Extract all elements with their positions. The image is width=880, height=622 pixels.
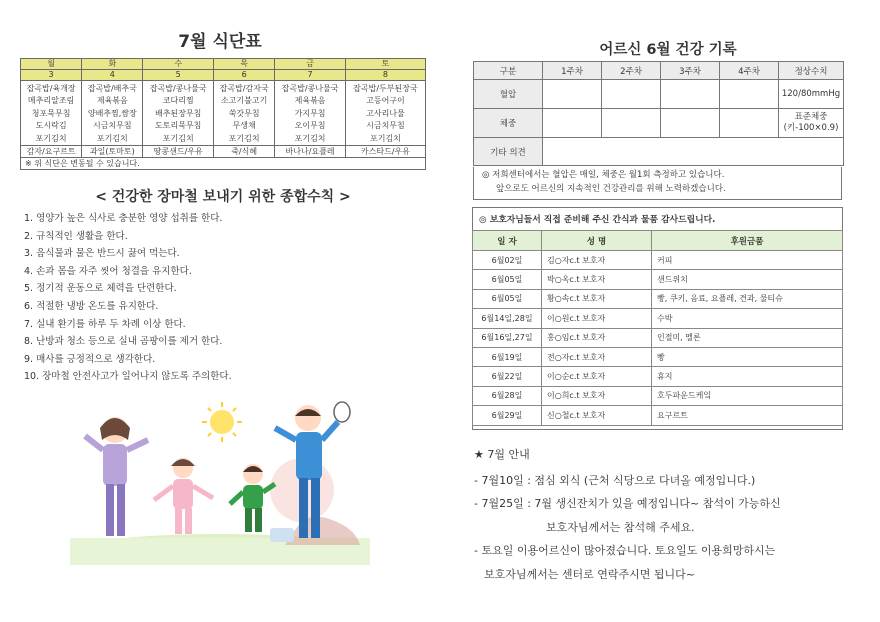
health-row-label: 체중 [474, 109, 543, 138]
gift-header: 일 자 [473, 231, 542, 251]
health-header: 구분 [474, 62, 543, 80]
rule-item: 7. 실내 환기를 하루 두 차례 이상 한다. [24, 318, 186, 330]
gift-date: 6월22일 [473, 367, 542, 386]
gift-row [473, 289, 843, 308]
health-cell [720, 109, 779, 138]
menu-item: 제육볶음 [294, 96, 326, 106]
health-header: 1주차 [543, 62, 602, 80]
menu-item: 메추리알조림 [27, 96, 75, 106]
health-normal-formula: (키-100×0.9) [783, 123, 839, 133]
rule-item: 5. 정기적 운동으로 체력을 단련한다. [24, 283, 177, 295]
menu-item: 포기김치 [35, 133, 67, 143]
july-line: 보호자님께서는 참석해 주세요. [546, 520, 695, 534]
gift-item: 빵 [652, 347, 843, 366]
health-note [473, 167, 842, 200]
gift-item: 커피 [652, 251, 843, 270]
rule-item: 3. 음식물과 물은 반드시 끓여 먹는다. [24, 248, 180, 260]
health-normal: 120/80mmHg [779, 80, 844, 109]
gift-title: ◎ 보호자님들서 직접 준비해 주신 간식과 물품 감사드립니다. [479, 215, 716, 225]
menu-day: 월 [21, 59, 82, 70]
health-normal-label: 표준체중 [794, 112, 828, 122]
menu-day: 목 [214, 59, 275, 70]
menu-item: 무생채 [232, 121, 256, 131]
health-cell [661, 80, 720, 109]
gift-row [473, 386, 843, 405]
health-normal [779, 109, 844, 138]
health-opinion-cell [543, 138, 844, 166]
menu-item: 오이무침 [294, 121, 326, 131]
rule-item: 2. 규칙적인 생활을 한다. [24, 230, 128, 242]
menu-date: 6 [214, 70, 275, 81]
gift-row [473, 328, 843, 347]
menu-snack: 땅콩샌드/우유 [143, 146, 214, 158]
menu-item: 포기김치 [228, 133, 260, 143]
gift-row [473, 309, 843, 328]
health-cell [602, 109, 661, 138]
gift-row [473, 367, 843, 386]
gift-header: 성 명 [542, 231, 652, 251]
racket-icon [334, 402, 350, 422]
boy-figure [230, 464, 275, 532]
menu-snack: 죽/식혜 [214, 146, 275, 158]
july-line: - 7월25일 : 7월 생신잔치가 있을 예정입니다~ 참석이 가능하신 [474, 497, 781, 511]
july-notice [474, 469, 781, 586]
menu-item: 제육볶음 [96, 96, 128, 106]
gift-name: 홍○임c.t 보호자 [542, 328, 652, 347]
menu-item: 포기김치 [96, 133, 128, 143]
menu-item: 시금치무침 [366, 121, 405, 131]
health-row-label: 기타 의견 [474, 138, 543, 166]
menu-date: 5 [143, 70, 214, 81]
rules-title: < 건강한 장마철 보내기 위한 종합수칙 > [95, 189, 351, 205]
menu-day: 화 [82, 59, 143, 70]
health-row-bp [474, 80, 844, 109]
gift-name: 박○옥c.t 보호자 [542, 270, 652, 289]
girl-figure [154, 458, 213, 534]
menu-day-items [21, 81, 82, 146]
menu-item: 잡곡밥/배추국 [87, 84, 137, 93]
gift-item: 요구르트 [652, 406, 843, 425]
menu-item: 잡곡밥/두부된장국 [353, 84, 418, 93]
mother-figure [85, 417, 148, 536]
menu-date: 7 [275, 70, 346, 81]
health-cell [602, 80, 661, 109]
menu-day-items [275, 81, 346, 146]
gift-item: 휴지 [652, 367, 843, 386]
menu-item: 가지무침 [294, 108, 326, 118]
rule-item: 10. 장마철 안전사고가 일어나지 않도록 주의한다. [24, 371, 232, 383]
menu-item: 도토리묵무침 [155, 121, 202, 131]
health-header: 정상수치 [779, 62, 844, 80]
menu-snack: 감자/요구르트 [21, 146, 82, 158]
rule-item: 6. 적절한 냉방 온도를 유지한다. [24, 300, 159, 312]
gift-name: 전○자c.t 보호자 [542, 347, 652, 366]
menu-item: 고등어구이 [366, 96, 405, 106]
gift-date: 6월05일 [473, 289, 542, 308]
menu-item: 포기김치 [162, 133, 194, 143]
menu-day: 수 [143, 59, 214, 70]
health-note-line: ◎ 저희센터에서는 혈압은 매일, 체중은 월1회 측정하고 있습니다. [482, 170, 725, 180]
july-line: 보호자님께서는 센터로 연락주시면 됩니다~ [484, 567, 695, 581]
health-row-label: 혈압 [474, 80, 543, 109]
menu-day: 토 [345, 59, 425, 70]
menu-item: 잡곡밥/콩나물국 [149, 84, 207, 93]
rule-item: 8. 난방과 청소 등으로 실내 곰팡이를 제거 한다. [24, 336, 223, 348]
gift-header: 후원금품 [652, 231, 843, 251]
menu-item: 잡곡밥/감자국 [219, 84, 269, 93]
gift-date: 6월02일 [473, 251, 542, 270]
family-exercise-illustration [70, 400, 370, 565]
menu-day: 금 [275, 59, 346, 70]
menu-item: 양배추찜,쌈장 [87, 108, 137, 118]
menu-item: 잡곡밥/콩나물국 [281, 84, 339, 93]
menu-day-items [82, 81, 143, 146]
gift-item: 빵, 쿠키, 음료, 요플레, 견과, 물티슈 [652, 289, 843, 308]
health-cell [720, 80, 779, 109]
health-cell [543, 80, 602, 109]
menu-date: 8 [345, 70, 425, 81]
menu-title: 7월 식단표 [178, 32, 262, 52]
menu-table [20, 58, 426, 170]
menu-day-row [21, 59, 426, 70]
menu-date-row [21, 70, 426, 81]
menu-snack: 카스타드/우유 [345, 146, 425, 158]
gift-item: 샌드위치 [652, 270, 843, 289]
gift-row [473, 251, 843, 270]
health-header: 3주차 [661, 62, 720, 80]
health-table [473, 61, 844, 166]
gift-date: 6월14일,28일 [473, 309, 542, 328]
health-note-line: 앞으로도 어르신의 지속적인 건강관리를 위해 노력하겠습니다. [496, 184, 726, 194]
rule-item: 1. 영양가 높은 식사로 충분한 영양 섭취를 한다. [24, 213, 223, 224]
gift-name: 신○철c.t 보호자 [542, 406, 652, 425]
menu-item: 배추된장무침 [155, 108, 202, 118]
menu-item: 잡곡밥/육개장 [26, 84, 76, 93]
menu-item: 포기김치 [294, 133, 326, 143]
rules-list [24, 210, 232, 386]
menu-item: 쑥갓무침 [228, 108, 260, 118]
gift-name: 황○속c.t 보호자 [542, 289, 652, 308]
menu-snack-row [21, 146, 426, 158]
menu-note: ※ 위 식단은 변동될 수 있습니다. [21, 158, 426, 170]
gift-date: 6월19일 [473, 347, 542, 366]
menu-snack: 바나나/요플레 [275, 146, 346, 158]
july-line: - 7월10일 : 점심 외식 (근처 식당으로 다녀올 예정입니다.) [474, 474, 756, 487]
bucket [270, 528, 294, 542]
rule-item: 4. 손과 몸을 자주 씻어 청결을 유지한다. [24, 265, 192, 277]
sun-icon [210, 410, 234, 434]
menu-items-row [21, 81, 426, 146]
gift-date: 6월28일 [473, 386, 542, 405]
menu-day-items [143, 81, 214, 146]
gift-row [473, 406, 843, 425]
gift-item: 호두파운드케잌 [652, 386, 843, 405]
health-row-weight [474, 109, 844, 138]
gift-row [473, 270, 843, 289]
menu-item: 코다리찜 [162, 96, 194, 106]
gift-name: 이○순c.t 보호자 [542, 367, 652, 386]
menu-item: 청포묵무침 [31, 108, 71, 118]
gift-row [473, 347, 843, 366]
july-notice-title: ★ 7월 안내 [474, 448, 530, 461]
july-line: - 토요일 이용어르신이 많아졌습니다. 토요일도 이용희망하시는 [474, 544, 776, 558]
health-row-other [474, 138, 844, 166]
health-header: 2주차 [602, 62, 661, 80]
health-cell [543, 109, 602, 138]
health-title: 어르신 6월 건강 기록 [599, 42, 737, 58]
gift-header-row [473, 231, 843, 251]
gift-item: 인절미, 멜론 [652, 328, 843, 347]
menu-date: 4 [82, 70, 143, 81]
gift-item: 수박 [652, 309, 843, 328]
menu-item: 고사리나물 [366, 108, 405, 118]
health-header: 4주차 [720, 62, 779, 80]
menu-date: 3 [21, 70, 82, 81]
menu-snack: 과일(토마토) [82, 146, 143, 158]
rule-item: 9. 매사를 긍정적으로 생각한다. [24, 353, 156, 365]
health-cell [661, 109, 720, 138]
menu-item: 시금치무침 [92, 121, 132, 131]
gift-table [472, 230, 843, 426]
menu-note-row [21, 158, 426, 170]
gift-date: 6월16일,27일 [473, 328, 542, 347]
gift-date: 6월05일 [473, 270, 542, 289]
menu-item: 포기김치 [369, 133, 401, 143]
gift-name: 김○자c.t 보호자 [542, 251, 652, 270]
health-header-row [474, 62, 844, 80]
menu-item: 소고기불고기 [220, 96, 268, 106]
gift-name: 이○희c.t 보호자 [542, 386, 652, 405]
menu-item: 도시락김 [35, 121, 67, 131]
gift-date: 6월29일 [473, 406, 542, 425]
menu-day-items [345, 81, 425, 146]
menu-day-items [214, 81, 275, 146]
gift-name: 이○원c.t 보호자 [542, 309, 652, 328]
